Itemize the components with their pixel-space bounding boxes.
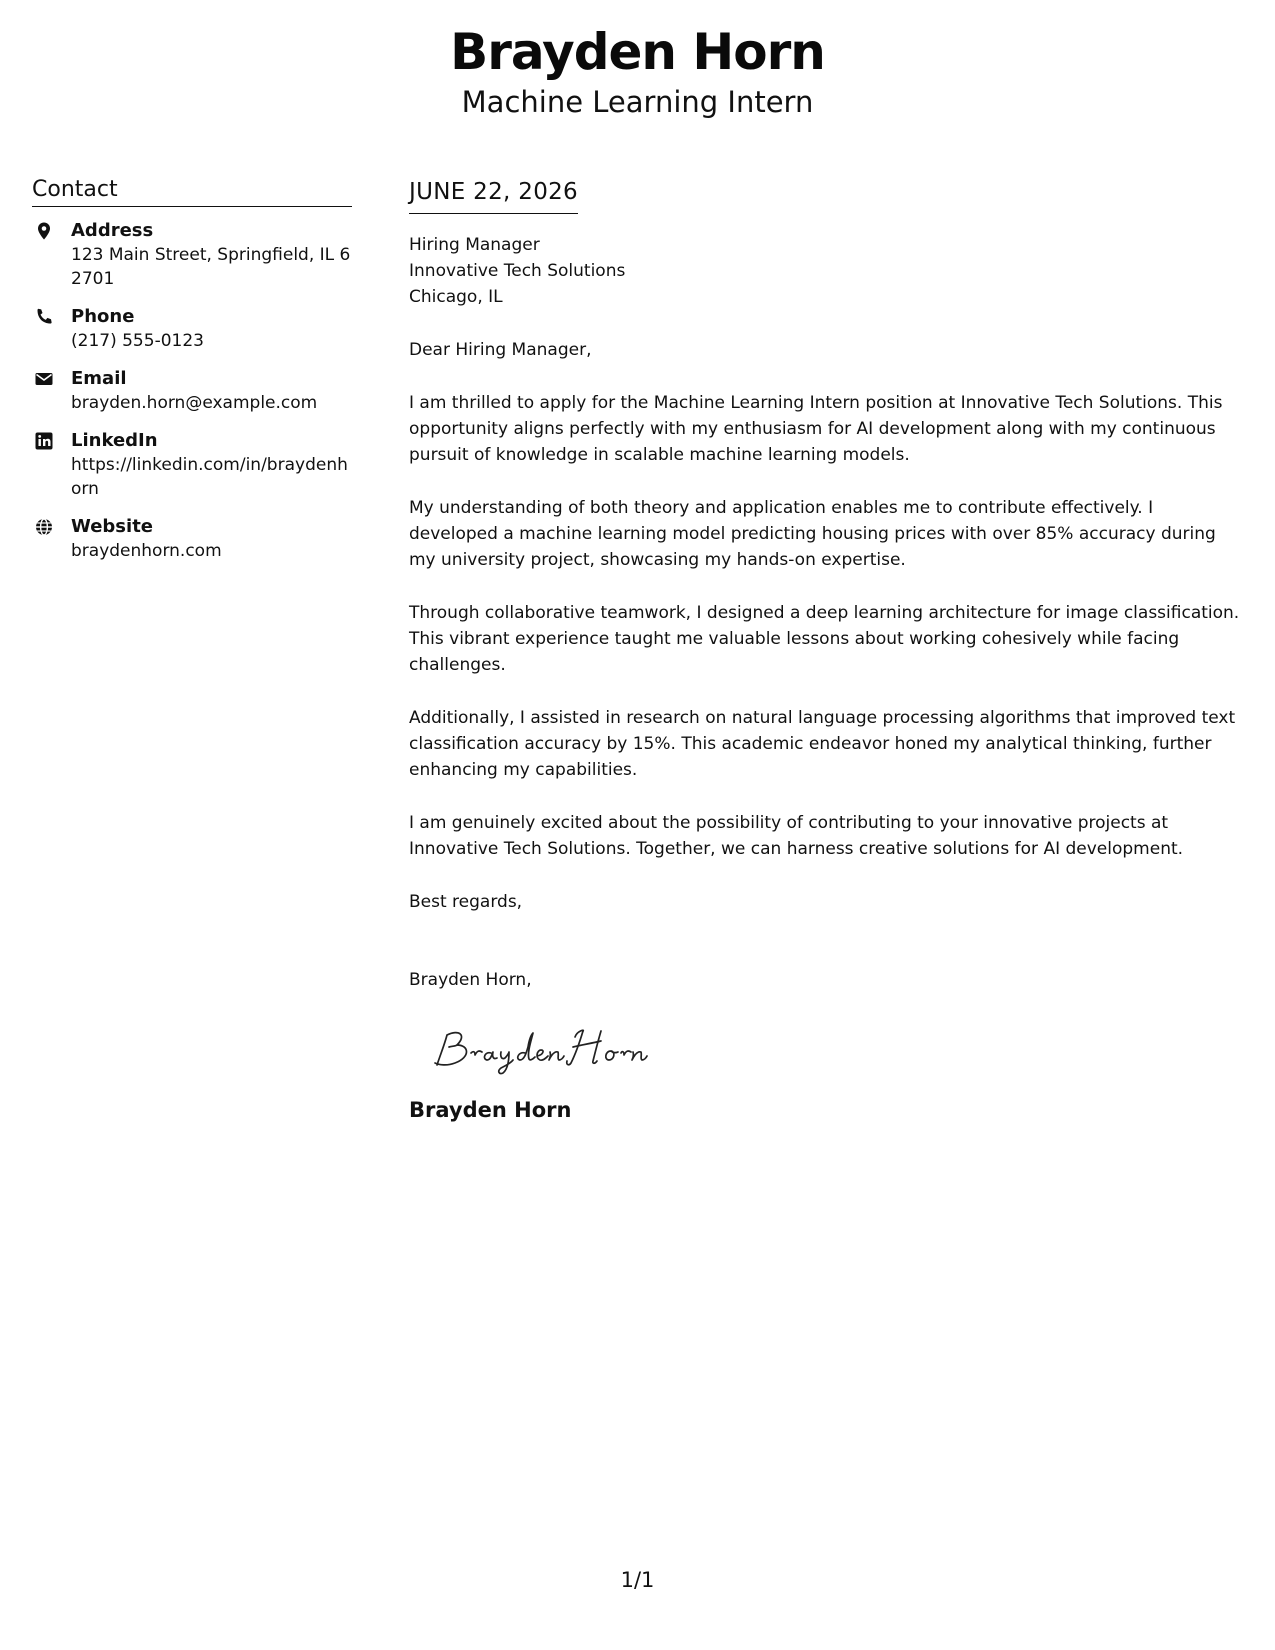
contact-sidebar (32, 176, 352, 577)
contact-item-website (32, 515, 352, 563)
recipient-line: Chicago, IL (409, 287, 503, 307)
contact-label-phone: Phone (71, 306, 135, 327)
recipient-line: Innovative Tech Solutions (409, 261, 626, 281)
letter-paragraph: Additionally, I assisted in research on natural language processing algorithms that improved text classification accuracy by 15%. This academic endeavor honed my analytical thinking, further enhancing my capabilities. (409, 708, 1236, 780)
contact-label-email: Email (71, 368, 127, 389)
letter-paragraph: I am genuinely excited about the possibility of contributing to your innovative projects at Innovative Tech Solutions. Together, we can harness creative solutions for AI development. (409, 813, 1184, 859)
letter-paragraph: I am thrilled to apply for the Machine Learning Intern position at Innovative Tech Solutions. This opportunity aligns perfectly with my enthusiasm for AI development along with my continuous pursuit of knowledge in scalable machine learning models. (409, 393, 1223, 465)
signed-name: Brayden Horn (409, 1098, 572, 1122)
letter-body (409, 176, 1244, 1124)
handwritten-signature (425, 1023, 675, 1078)
applicant-name: Brayden Horn (450, 23, 825, 81)
contact-label-website: Website (71, 516, 154, 537)
applicant-role: Machine Learning Intern (461, 85, 814, 119)
contact-label-address: Address (71, 220, 154, 241)
contact-heading: Contact (32, 176, 352, 207)
closing: Best regards, (409, 892, 523, 912)
page-number: 1/1 (620, 1568, 655, 1592)
contact-item-address (32, 219, 352, 291)
linkedin-icon (34, 431, 54, 451)
contact-value-website: braydenhorn.com (71, 541, 222, 561)
letter-date: JUNE 22, 2026 (409, 176, 578, 214)
map-pin-icon (34, 221, 54, 241)
contact-list (32, 219, 352, 563)
contact-item-phone (32, 305, 352, 353)
sender-line: Brayden Horn, (409, 970, 532, 990)
salutation: Dear Hiring Manager, (409, 340, 592, 360)
letter-paragraph: My understanding of both theory and application enables me to contribute effectively. I developed a machine learning model predicting housing prices with over 85% accuracy during my university project, showcasing my hands-on expertise. (409, 498, 1216, 570)
envelope-icon (34, 369, 54, 389)
contact-value-linkedin: https://linkedin.com/in/braydenhorn (71, 455, 348, 499)
contact-value-address: 123 Main Street, Springfield, IL 62701 (71, 245, 351, 289)
contact-item-email (32, 367, 352, 415)
letter-paragraph: Through collaborative teamwork, I designed a deep learning architecture for image classification. This vibrant experience taught me valuable lessons about working cohesively while facing challenges. (409, 603, 1240, 675)
contact-value-email: brayden.horn@example.com (71, 393, 318, 413)
contact-label-linkedin: LinkedIn (71, 430, 158, 451)
header (0, 22, 1275, 120)
phone-icon (34, 307, 54, 327)
recipient-line: Hiring Manager (409, 235, 540, 255)
recipient-block (409, 232, 1244, 310)
globe-icon (34, 517, 54, 537)
contact-value-phone: (217) 555-0123 (71, 331, 204, 351)
contact-item-linkedin (32, 429, 352, 501)
